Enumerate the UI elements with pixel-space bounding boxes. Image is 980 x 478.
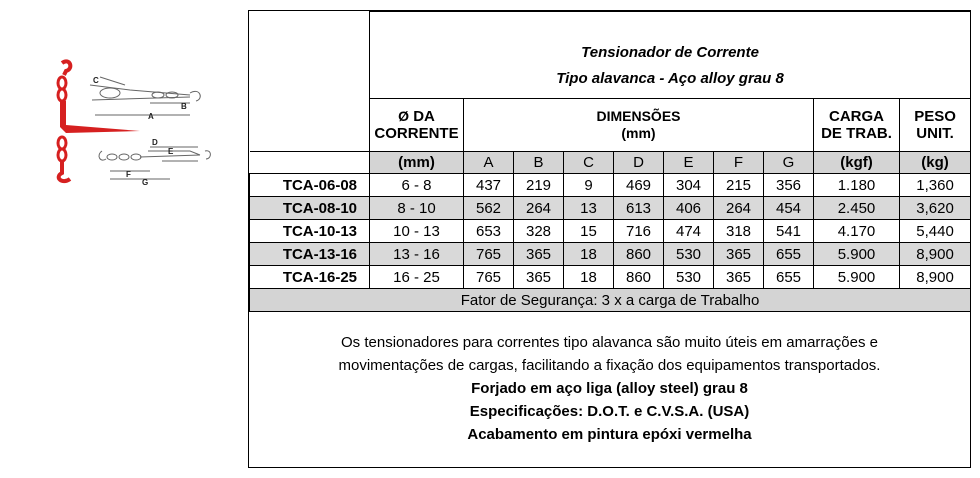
cell-peso: 1,360 — [900, 174, 971, 197]
cell-e: 304 — [664, 174, 714, 197]
diameter-corrente: CORRENTE — [374, 125, 459, 142]
cell-g: 655 — [764, 243, 814, 266]
cell-model: TCA-08-10 — [250, 197, 370, 220]
cell-diam: 13 - 16 — [370, 243, 464, 266]
description-line-2: movimentações de cargas, facilitando a fixação dos equipamentos transportados. — [338, 357, 881, 374]
empty-corner — [250, 12, 370, 152]
cell-e: 530 — [664, 243, 714, 266]
header-carga — [814, 99, 900, 152]
table-row — [250, 243, 971, 266]
page-title: Tensionador de Corrente — [370, 12, 971, 71]
diagram-label-d: D — [152, 138, 158, 147]
diagram-label-g: G — [142, 178, 149, 187]
table-row — [250, 174, 971, 197]
cell-c: 18 — [564, 266, 614, 289]
cell-b: 219 — [514, 174, 564, 197]
cell-carga: 1.180 — [814, 174, 900, 197]
description-finish: Acabamento em pintura epóxi vermelha — [467, 426, 752, 443]
table-body — [250, 174, 971, 289]
cell-b: 264 — [514, 197, 564, 220]
cell-g: 454 — [764, 197, 814, 220]
table-row — [250, 197, 971, 220]
cell-peso: 8,900 — [900, 243, 971, 266]
cell-b: 365 — [514, 266, 564, 289]
dimensoes-label: DIMENSÕES — [596, 108, 681, 124]
description-line-1: Os tensionadores para correntes tipo alavanca são muito úteis em amarrações e — [341, 334, 878, 351]
units-empty — [250, 152, 370, 174]
cell-d: 469 — [614, 174, 664, 197]
description-specs: Especificações: D.O.T. e C.V.S.A. (USA) — [469, 403, 750, 420]
cell-e: 530 — [664, 266, 714, 289]
cell-d: 613 — [614, 197, 664, 220]
cell-c: 18 — [564, 243, 614, 266]
cell-a: 653 — [464, 220, 514, 243]
page-subtitle: Tipo alavanca - Aço alloy grau 8 — [370, 70, 971, 99]
cell-e: 474 — [664, 220, 714, 243]
product-description — [249, 331, 970, 446]
header-peso — [900, 99, 971, 152]
cell-carga: 5.900 — [814, 266, 900, 289]
cell-diam: 10 - 13 — [370, 220, 464, 243]
diameter-da: DA — [413, 108, 435, 125]
unit-mm: (mm) — [370, 152, 464, 174]
dimensoes-unit: (mm) — [621, 125, 656, 141]
cell-model: TCA-06-08 — [250, 174, 370, 197]
cell-d: 716 — [614, 220, 664, 243]
unit-f: F — [714, 152, 764, 174]
peso-line2: UNIT. — [916, 125, 954, 142]
cell-carga: 5.900 — [814, 243, 900, 266]
cell-g: 655 — [764, 266, 814, 289]
carga-line1: CARGA — [829, 108, 884, 125]
cell-model: TCA-16-25 — [250, 266, 370, 289]
unit-b: B — [514, 152, 564, 174]
cell-d: 860 — [614, 266, 664, 289]
cell-peso: 3,620 — [900, 197, 971, 220]
carga-line2: DE TRAB. — [821, 125, 892, 142]
cell-d: 860 — [614, 243, 664, 266]
spec-sheet — [248, 10, 971, 468]
cell-c: 13 — [564, 197, 614, 220]
cell-b: 365 — [514, 243, 564, 266]
unit-d: D — [614, 152, 664, 174]
unit-a: A — [464, 152, 514, 174]
cell-b: 328 — [514, 220, 564, 243]
cell-f: 365 — [714, 266, 764, 289]
chain-binder-diagram — [40, 55, 220, 195]
unit-c: C — [564, 152, 614, 174]
diagram-label-c: C — [93, 76, 99, 85]
cell-a: 562 — [464, 197, 514, 220]
cell-f: 318 — [714, 220, 764, 243]
header-diameter — [370, 99, 464, 152]
units-row — [250, 152, 971, 174]
cell-g: 541 — [764, 220, 814, 243]
cell-f: 365 — [714, 243, 764, 266]
header-dimensoes — [464, 99, 814, 152]
diameter-symbol: Ø — [398, 108, 410, 124]
diagram-label-e: E — [168, 147, 174, 156]
cell-diam: 16 - 25 — [370, 266, 464, 289]
cell-g: 356 — [764, 174, 814, 197]
unit-e: E — [664, 152, 714, 174]
spec-table — [249, 11, 971, 312]
diagram-label-b: B — [181, 102, 187, 111]
cell-carga: 4.170 — [814, 220, 900, 243]
cell-carga: 2.450 — [814, 197, 900, 220]
cell-peso: 5,440 — [900, 220, 971, 243]
cell-peso: 8,900 — [900, 266, 971, 289]
cell-model: TCA-10-13 — [250, 220, 370, 243]
cell-a: 437 — [464, 174, 514, 197]
safety-factor-note: Fator de Segurança: 3 x a carga de Trabalho — [250, 289, 971, 312]
table-row — [250, 220, 971, 243]
cell-diam: 6 - 8 — [370, 174, 464, 197]
unit-kgf: (kgf) — [814, 152, 900, 174]
cell-c: 15 — [564, 220, 614, 243]
cell-diam: 8 - 10 — [370, 197, 464, 220]
description-material: Forjado em aço liga (alloy steel) grau 8 — [471, 380, 748, 397]
table-row — [250, 266, 971, 289]
unit-kg: (kg) — [900, 152, 971, 174]
peso-line1: PESO — [914, 108, 956, 125]
chain-binder-illustration — [40, 55, 220, 195]
cell-a: 765 — [464, 243, 514, 266]
cell-e: 406 — [664, 197, 714, 220]
diagram-label-a: A — [148, 112, 154, 121]
cell-f: 264 — [714, 197, 764, 220]
cell-f: 215 — [714, 174, 764, 197]
unit-g: G — [764, 152, 814, 174]
diagram-label-f: F — [126, 170, 131, 179]
cell-a: 765 — [464, 266, 514, 289]
cell-c: 9 — [564, 174, 614, 197]
cell-model: TCA-13-16 — [250, 243, 370, 266]
